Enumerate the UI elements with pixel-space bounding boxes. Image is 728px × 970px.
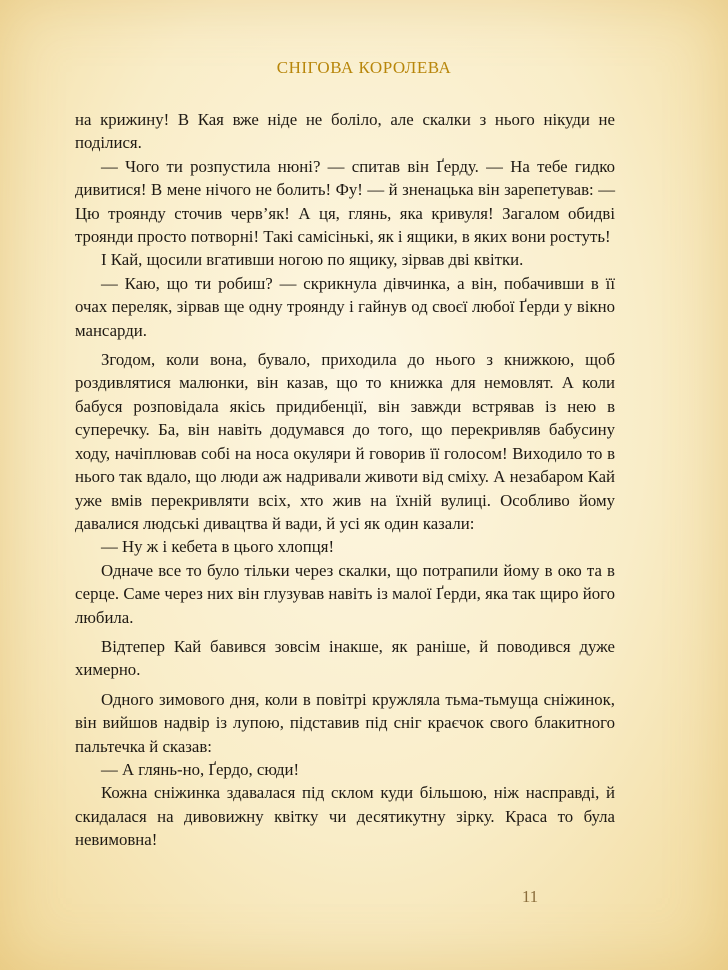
paragraph: І Кай, щосили вгативши ногою по ящику, зірвав дві квітки.	[101, 250, 524, 270]
paragraph: Згодом, коли вона, бувало, приходила до нього з книжкою, щоб роздивлятися малюнки, він казав, що то книжка для немовлят. А коли бабуся розповідала якісь придибенції, він завжди встрявав із нею в суперечку. Ба, він навіть додумався до того, що перекривляв бабусину ходу, начіплював собі на носа окуляри й говорив її голосом! Виходило то в нього так вдало, що люди аж надривали животи від сміху. А незабаром Кай уже вмів перекривляти всіх, хто жив на їхній вулиці. Особливо йому давалися людські дивацтва й вади, й усі як один казали:	[75, 350, 615, 533]
paragraph: Одного зимового дня, коли в повітрі кружляла тьма-тьмуща сніжинок, він вийшов надвір із лупою, підставив під сніг краєчок свого блакитного пальтечка й сказав:	[75, 689, 615, 756]
paragraph: Одначе все то було тільки через скалки, що потрапили йому в око та в серце. Саме через них він глузував навіть із малої Ґерди, яка так щиро його любила.	[75, 560, 615, 627]
paragraph: — Ну ж і кебета в цього хлопця!	[101, 537, 335, 557]
paragraph: на крижину! В Кая вже ніде не боліло, але скалки з нього нікуди не поділися.	[75, 110, 615, 153]
paragraph: — А глянь-но, Ґердо, сюди!	[101, 759, 300, 779]
page-number: 11	[521, 887, 539, 906]
body-text	[75, 108, 615, 852]
running-title: СНІГОВА КОРОЛЕВА	[276, 58, 452, 77]
paragraph: Відтепер Кай бавився зовсім інакше, як раніше, й поводився дуже химерно.	[75, 636, 615, 680]
paragraph: Кожна сніжинка здавалася під склом куди більшою, ніж насправді, й скидалася на дивовижну квітку чи десятикутну зірку. Краса то була невимовна!	[75, 783, 615, 850]
paragraph: — Каю, що ти робиш? — скрикнула дівчинка, а він, побачивши в її очах переляк, зірвав ще одну троянду і гайнув од своєї любої Ґерди у вікно мансарди.	[75, 273, 615, 340]
paragraph: — Чого ти розпустила нюні? — спитав він Ґерду. — На тебе гидко дивитися! В мене нічого не болить! Фу! — й зненацька він зарепетував: — Цю троянду сточив черв’як! А ця, глянь, яка кривуля! Загалом обидві троянди просто потворні! Такі самісінькі, як і ящики, в яких вони ростуть!	[75, 156, 615, 247]
